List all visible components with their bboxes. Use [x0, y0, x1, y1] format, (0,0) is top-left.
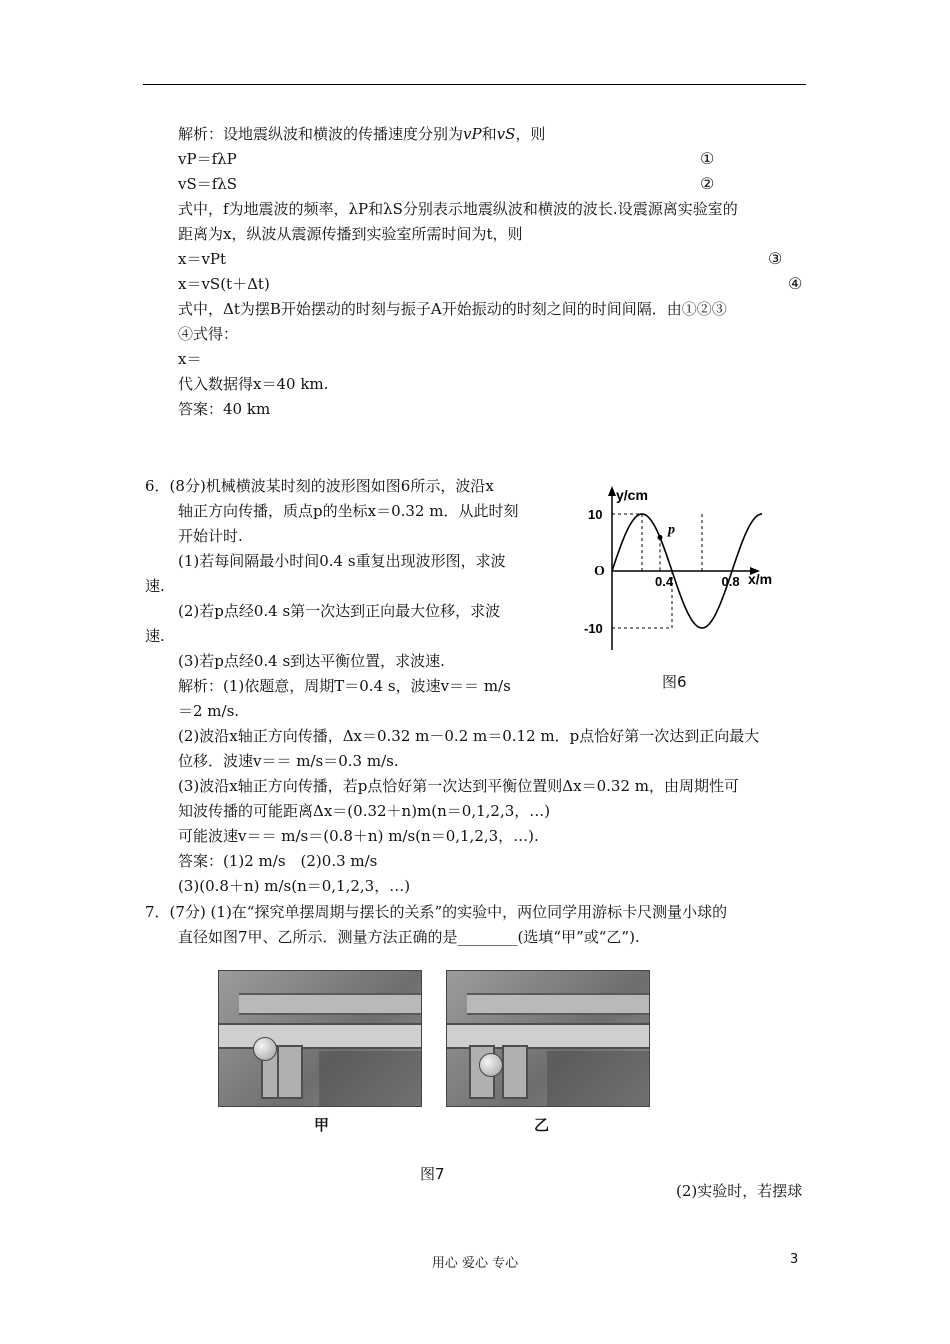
q6-line-14: 知波传播的可能距离Δx＝(0.32＋n)m(n＝0,1,2,3，…)	[178, 802, 551, 820]
equation-number-1: ①	[700, 149, 715, 168]
explanation-line-1: 式中，f为地震波的频率，λP和λS分别表示地震纵波和横波的波长.设震源离实验室的	[178, 200, 738, 218]
q6-line-8: (3)若p点经0.4 s到达平衡位置，求波速.	[178, 652, 445, 670]
q6-line-3: 开始计时.	[178, 527, 243, 545]
caption-a: 甲	[314, 1116, 330, 1134]
answer-5: 答案：40 km	[178, 400, 271, 418]
q6-line-17: (3)(0.8＋n) m/s(n＝0,1,2,3，…)	[178, 877, 411, 895]
equation-number-2: ②	[700, 174, 715, 193]
page-number: 3	[790, 1252, 799, 1267]
q7-line-2: 直径如图7甲、乙所示．测量方法正确的是________(选填“甲”或“乙”).	[178, 928, 640, 946]
q6-line-6: (2)若p点经0.4 s第一次达到正向最大位移，求波	[178, 602, 501, 620]
q6-line-16: 答案：(1)2 m/s (2)0.3 m/s	[178, 852, 378, 870]
caliper-photo-b	[446, 970, 650, 1107]
x-tick-label: 0.4	[655, 574, 674, 589]
y-axis-label: y/cm	[616, 487, 648, 503]
caption-b: 乙	[534, 1116, 550, 1134]
q6-line-5: 速.	[145, 577, 165, 595]
q6-line-4: (1)若每间隔最小时间0.4 s重复出现波形图，求波	[178, 552, 506, 570]
y-tick-label: 10	[588, 507, 603, 522]
point-p-marker	[658, 535, 663, 540]
q6-line-7: 速.	[145, 627, 165, 645]
explanation-line-2: 距离为x，纵波从震源传播到实验室所需时间为t，则	[178, 225, 523, 243]
x-axis-label: x/m	[748, 571, 773, 587]
q6-line-11: (2)波沿x轴正方向传播，Δx＝0.32 m－0.2 m＝0.12 m．p点恰好第一次达到正向最大	[178, 727, 760, 745]
figure-7-caption: 图7	[420, 1165, 445, 1183]
origin-label: O	[594, 564, 605, 579]
y-axis-arrow	[608, 486, 616, 496]
figure-6-caption: 图6	[662, 673, 687, 691]
q6-line-1: 6．(8分)机械横波某时刻的波形图如图6所示，波沿x	[145, 477, 494, 495]
point-p-label: p	[668, 522, 675, 538]
header-rule	[143, 84, 806, 85]
analysis-intro: 解析：设地震纵波和横波的传播速度分别为vP和vS，则	[178, 125, 546, 143]
substitution-line: 代入数据得x＝40 km.	[178, 375, 329, 393]
equation-number-3: ③	[768, 249, 783, 268]
equation-2: vS＝fλS	[178, 175, 238, 193]
q6-line-15: 可能波速v＝＝ m/s＝(0.8＋n) m/s(n＝0,1,2,3，…).	[178, 827, 539, 845]
caliper-photo-a	[218, 970, 422, 1107]
q7-continuation: (2)实验时，若摆球	[676, 1182, 803, 1200]
x-tick-label: 0.8	[721, 574, 740, 589]
q6-line-10: ＝2 m/s.	[178, 702, 240, 720]
equation-3: x＝vPt	[178, 250, 227, 268]
equation-4: x＝vS(t＋Δt)	[178, 275, 270, 293]
wave-figure	[582, 478, 802, 653]
q6-line-12: 位移．波速v＝＝ m/s＝0.3 m/s.	[178, 752, 399, 770]
explanation-line-4: ④式得：	[178, 325, 239, 343]
q6-line-13: (3)波沿x轴正方向传播，若p点恰好第一次达到平衡位置则Δx＝0.32 m，由周期性可	[178, 777, 739, 795]
x-equation: x＝	[178, 350, 202, 368]
q7-line-1: 7．(7分) (1)在“探究单摆周期与摆长的关系”的实验中，两位同学用游标卡尺测量小球的	[145, 903, 728, 921]
q6-line-2: 轴正方向传播，质点p的坐标x＝0.32 m．从此时刻	[178, 502, 519, 520]
explanation-line-3: 式中，Δt为摆B开始摆动的时刻与振子A开始振动的时刻之间的时间间隔．由①②③	[178, 300, 727, 318]
q6-line-9: 解析：(1)依题意，周期T＝0.4 s，波速v＝＝ m/s	[178, 677, 511, 695]
y-tick-label: -10	[584, 621, 603, 636]
equation-number-4: ④	[788, 274, 803, 293]
equation-1: vP＝fλP	[178, 150, 237, 168]
footer-slogan: 用心 爱心 专心	[431, 1256, 519, 1271]
